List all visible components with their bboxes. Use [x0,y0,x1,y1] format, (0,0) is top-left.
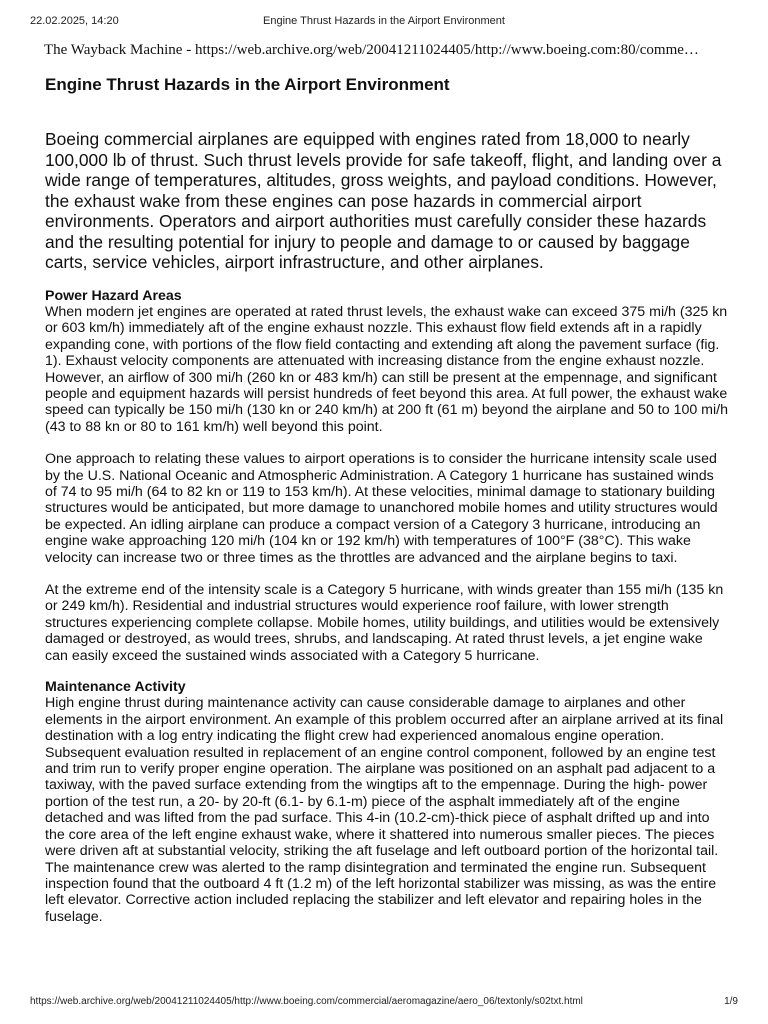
page-title: Engine Thrust Hazards in the Airport Environment [45,75,450,94]
page-number: 1/9 [724,996,738,1007]
paragraph: At the extreme end of the intensity scale is a Category 5 hurricane, with winds greater than 155 mi/h (135 kn or 249 km/h). Residential and industrial structures would experience roof failure, with lower strength structures experiencing complete collapse. Mobile homes, utility buildings, and utilities would be extensively damaged or destroyed, as would trees, shrubs, and landscaping. At rated thrust levels, a jet engine wake can easily exceed the sustained winds associated with a Category 5 hurricane. [45,582,724,664]
print-header [30,14,738,28]
paragraph: One approach to relating these values to airport operations is to consider the hurricane intensity scale used by the U.S. National Oceanic and Atmospheric Administration. A Category 1 hurricane has sustained winds of 74 to 95 mi/h (64 to 82 kn or 119 to 153 km/h). At these velocities, minimal damage to stationary building structures would be anticipated, but more damage to unanchored mobile homes and utility structures would be expected. An idling airplane can produce a compact version of a Category 3 hurricane, introducing an engine wake approaching 120 mi/h (104 kn or 192 km/h) with temperatures of 100°F (38°C). This wake velocity can increase two or three times as the throttles are advanced and the airplane begins to taxi. [45,451,718,566]
section-heading: Power Hazard Areas [45,287,182,304]
section-maintenance-activity [45,679,729,925]
wayback-banner[interactable]: The Wayback Machine - https://web.archive.org/web/20041211024405/http://www.boeing.com:80/comme… [44,42,699,58]
paragraph: When modern jet engines are operated at rated thrust levels, the exhaust wake can exceed 375 mi/h (325 kn or 603 km/h) immediately aft of the engine exhaust nozzle. This exhaust flow field extends aft in a rapidly expanding cone, with portions of the flow field contacting and extending aft along the pavement surface (fig. 1). Exhaust velocity components are attenuated with increasing distance from the engine exhaust nozzle. However, an airflow of 300 mi/h (260 kn or 483 km/h) can still be present at the empennage, and significant people and equipment hazards will persist hundreds of feet beyond this area. At full power, the exhaust wake speed can typically be 150 mi/h (130 kn or 240 km/h) at 200 ft (61 m) beyond the airplane and 50 to 100 mi/h (43 to 88 kn or 80 to 161 km/h) well beyond this point. [45,303,728,435]
print-url: https://web.archive.org/web/20041211024405/http://www.boeing.com/commercial/aeromagazine/aero_06/textonly/s02txt.html [30,996,583,1007]
print-date: 22.02.2025, 14:20 [30,15,119,27]
intro-paragraph: Boeing commercial airplanes are equipped with engines rated from 18,000 to nearly 100,000 lb of thrust. Such thrust levels provide for safe takeoff, flight, and landing over a wide range of temperatures, altitudes, gross weights, and payload conditions. However, the exhaust wake from these engines can pose hazards in commercial airport environments. Operators and airport authorities must carefully consider these hazards and the resulting potential for injury to people and damage to or caused by baggage carts, service vehicles, airport infrastructure, and other airplanes. [45,129,722,272]
print-footer [30,995,738,1009]
paragraph: High engine thrust during maintenance activity can cause considerable damage to airplanes and other elements in the airport environment. An example of this problem occurred after an airplane arrived at its final destination with a log entry indicating the flight crew had experienced anomalous engine operation. Subsequent evaluation resulted in replacement of an engine control component, followed by an engine test and trim run to verify proper engine operation. The airplane was positioned on an asphalt pad adjacent to a taxiway, with the paved surface extending from the wingtips aft to the empennage. During the high- power portion of the test run, a 20- by 20-ft (6.1- by 6.1-m) piece of the asphalt immediately aft of the engine detached and was lifted from the pad surface. This 4-in (10.2-cm)-thick piece of asphalt drifted up and into the core area of the left engine exhaust wake, where it shattered into numerous smaller pieces. The pieces were driven aft at substantial velocity, striking the aft fuselage and left outboard portion of the horizontal tail. The maintenance crew was alerted to the ramp disintegration and terminated the engine run. Subsequent inspection found that the outboard 4 ft (1.2 m) of the left horizontal stabilizer was missing, as was the entire left elevator. Corrective action included replacing the stabilizer and left elevator and repairing holes in the fuselage. [45,695,724,925]
section-heading: Maintenance Activity [45,679,186,696]
section-power-hazard-areas [45,288,729,665]
print-page-title: Engine Thrust Hazards in the Airport Environment [263,15,505,27]
article [45,74,729,925]
